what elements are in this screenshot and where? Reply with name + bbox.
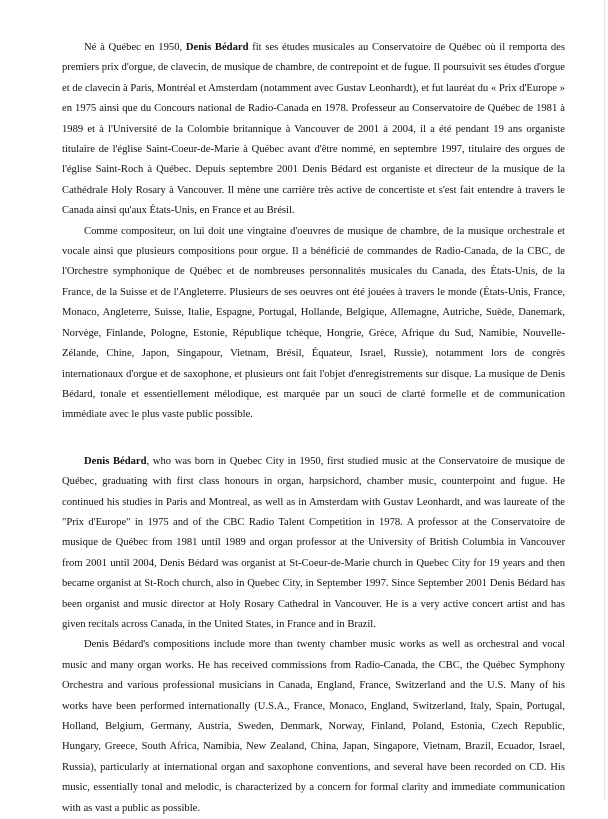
french-bio-text: fit ses études musicales au Conservatoire de Québec où il remporta des premiers prix d'orgue, de clavecin, de musique de chambre, de contrepoint et de fugue. Il poursuivit ses études d'orgue et de clavecin à Paris, Montréal et Amsterdam (notamment avec Gustav Leonhardt), et fut lauréat du « Prix d'Europe » en 1975 ainsi que du Concours national de Radio-Canada en 1978. Professeur au Conservatoire de Québec de 1981 à 1989 et à l'Université de la Colombie britannique à Vancouver de 2001 à 2004, il a été pendant 19 ans organiste titulaire de l'église Saint-Coeur-de-Marie à Québec avant d'être nommé, en septembre 1997, titulaire des orgues de l'église Saint-Roch à Québec. Depuis septembre 2001 Denis Bédard est organiste et directeur de la musique de la Cathédrale Holy Rosary à Vancouver. Il mène une carrière très active de concertiste et s'est fait entendre à travers le Canada ainsi qu'aux États-Unis, en France et au Brésil. [62,42,565,217]
french-bio-intro: Né à Québec en 1950, [84,42,186,53]
scan-edge-line [604,0,605,800]
english-compositions-paragraph: Denis Bédard's compositions include more than twenty chamber music works as well as orchestral and vocal music and many organ works. He has received commissions from Radio-Canada, the CBC, the Québec Symphony Orchestra and various professional musicians in Canada, England, France, Switzerland and the U.S. Many of his works have been performed internationally (U.S.A., France, Monaco, England, Switzerland, Italy, Spain, Portugal, Holland, Belgium, Germany, Austria, Sweden, Denmark, Norway, Finland, Poland, Estonia, Czech Republic, Hungary, Greece, South Africa, Namibia, New Zealand, China, Japan, Singapore, Vietnam, Brazil, Ecuador, Israel, Russia), particularly at international organ and saxophone conventions, and several have been recorded on CD. His music, essentially tonal and melodic, is characterized by a concern for formal clarity and immediate communication with as vast a public as possible. [62,639,565,814]
english-biography-section [62,452,565,819]
english-bio-paragraph [62,452,565,636]
document-page [62,38,565,819]
french-compositions-paragraph: Comme compositeur, on lui doit une vingtaine d'oeuvres de musique de chambre, de la musique orchestrale et vocale ainsi que plusieurs compositions pour orgue. Il a bénéficié de commandes de Radio-Canada, de la CBC, de l'Orchestre symphonique de Québec et de nombreuses personnalités musicales du Canada, des États-Unis, de la France, de la Suisse et de l'Angleterre. Plusieurs de ses oeuvres ont été jouées à travers le monde (États-Unis, France, Monaco, Angleterre, Suisse, Italie, Espagne, Portugal, Hollande, Belgique, Allemagne, Autriche, Suède, Danemark, Norvège, Finlande, Pologne, Estonie, République tchèque, Hongrie, Grèce, Afrique du Sud, Namibie, Nouvelle-Zélande, Chine, Japon, Singapour, Vietnam, Brésil, Équateur, Israel, Russie), notamment lors de congrès internationaux d'orgue et de saxophone, et plusieurs ont fait l'objet d'enregistrements sur disque. La musique de Denis Bédard, tonale et essentiellement mélodique, est marquée par un souci de clarté formelle et de communication immédiate avec le plus vaste public possible. [62,225,565,421]
english-bio-text: , who was born in Quebec City in 1950, first studied music at the Conservatoire de musique de Québec, graduating with first class honours in organ, harpsichord, chamber music, counterpoint and fugue. He continued his studies in Paris and Montreal, as well as in Amsterdam with Gustav Leonhardt, and was laureate of the "Prix d'Europe" in 1975 and of the CBC Radio Talent Competition in 1978. A professor at the Conservatoire de musique de Québec from 1981 until 1989 and organ professor at the University of British Columbia in Vancouver from 2001 until 2004, Denis Bédard was organist at St-Coeur-de-Marie church in Quebec City for 19 years and then became organist at St-Roch church, also in Quebec City, in September 1997. Since September 2001 Denis Bédard has been organist and music director at Holy Rosary Cathedral in Vancouver. He is a very active concert artist and has given recitals across Canada, in the United States, in France and in Brazil. [62,455,566,630]
french-biography-section [62,38,565,426]
french-bio-paragraph [62,38,565,222]
english-bio-name: Denis Bédard [84,455,147,467]
french-bio-name: Denis Bédard [185,42,249,53]
